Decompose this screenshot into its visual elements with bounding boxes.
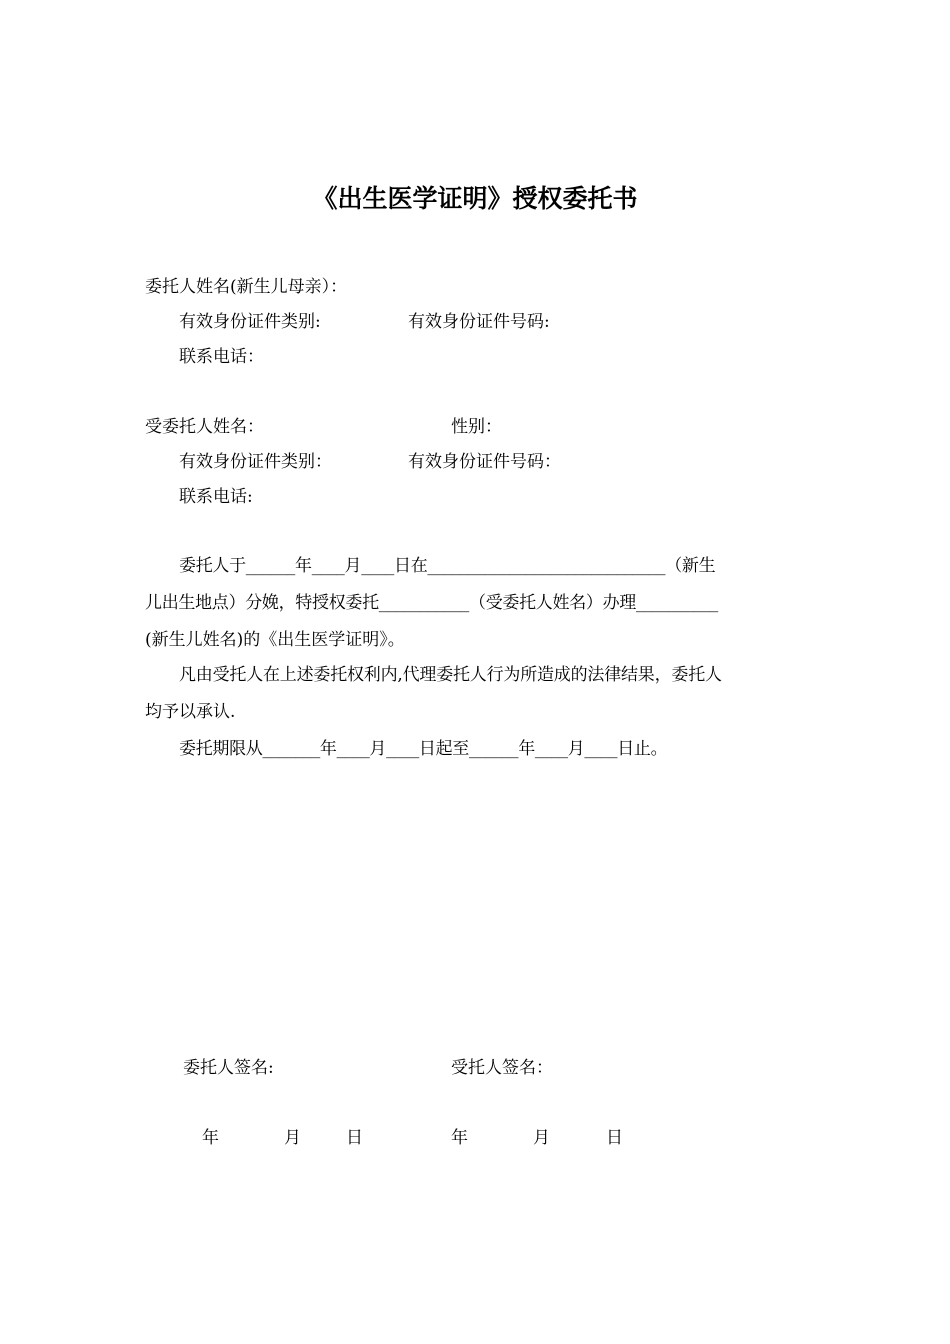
- agent-gender-label: 性别：: [451, 417, 502, 437]
- body-line-4: 凡由受托人在上述委托权利内,代理委托人行为所造成的法律结果，委托人: [179, 665, 722, 685]
- body-line-2: 儿出生地点）分娩，特授权委托___________（受委托人姓名）办理__________: [145, 593, 718, 613]
- principal-sign-day: 日: [346, 1128, 363, 1148]
- agent-phone-label: 联系电话:: [179, 487, 253, 507]
- body-line-3: (新生儿姓名)的《出生医学证明》。: [145, 630, 405, 650]
- agent-id-type-label: 有效身份证件类别：: [179, 452, 332, 472]
- principal-id-type-label: 有效身份证件类别:: [179, 312, 321, 332]
- document-title: 《出生医学证明》授权委托书: [312, 184, 638, 213]
- agent-name-label: 受委托人姓名：: [145, 417, 264, 437]
- principal-sign-year: 年: [202, 1128, 219, 1148]
- agent-signature-label: 受托人签名：: [451, 1058, 553, 1078]
- principal-name-label: 委托人姓名(新生儿母亲）：: [145, 277, 348, 297]
- agent-sign-day: 日: [606, 1128, 623, 1148]
- body-line-6: 委托期限从_______年____月____日起至______年____月____日止。: [179, 739, 668, 759]
- body-line-1: 委托人于______年____月____日在_____________________________（新生: [179, 556, 716, 576]
- principal-sign-month: 月: [284, 1128, 301, 1148]
- principal-id-number-label: 有效身份证件号码:: [408, 312, 550, 332]
- principal-signature-label: 委托人签名:: [183, 1058, 274, 1078]
- body-line-5: 均予以承认.: [145, 702, 236, 722]
- agent-sign-year: 年: [451, 1128, 468, 1148]
- agent-sign-month: 月: [533, 1128, 550, 1148]
- agent-id-number-label: 有效身份证件号码：: [408, 452, 561, 472]
- principal-phone-label: 联系电话：: [179, 347, 264, 367]
